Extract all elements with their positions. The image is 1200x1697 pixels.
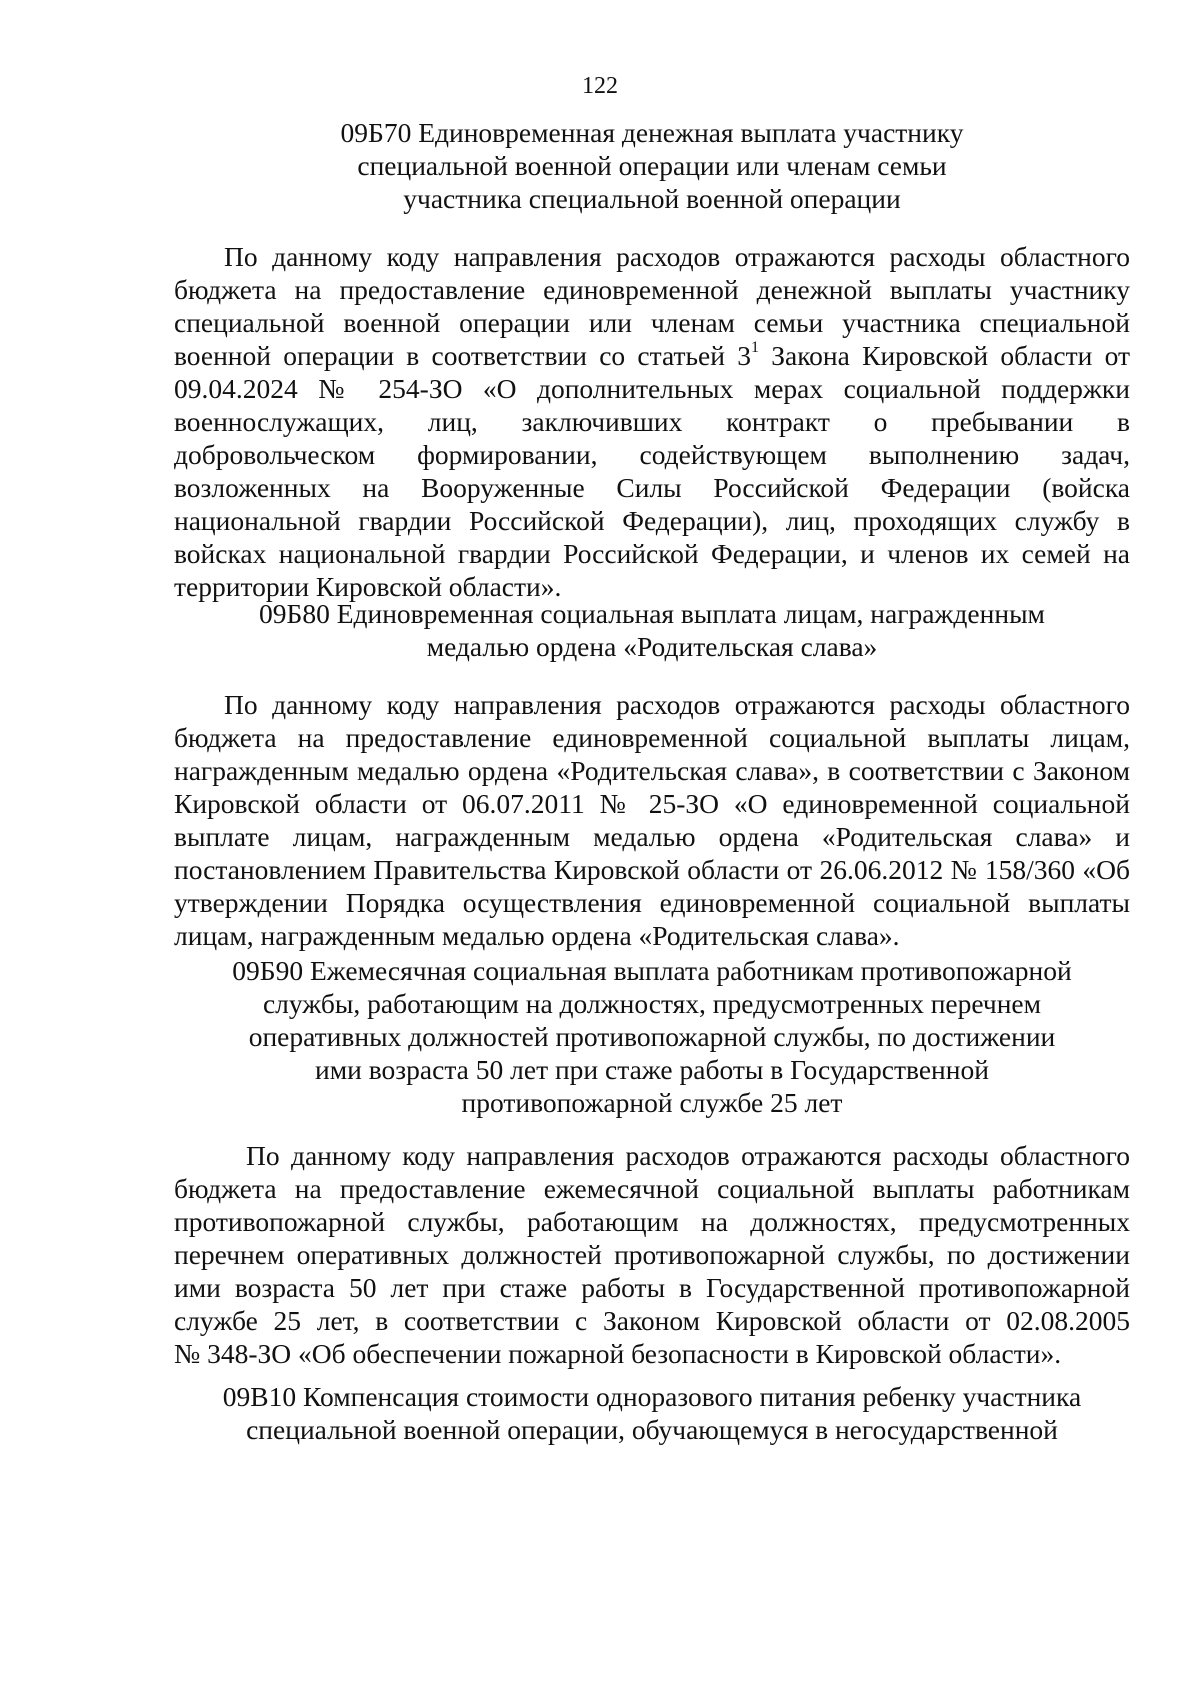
heading-line: специальной военной операции, обучающемуся в негосударственной [246, 1414, 1058, 1445]
heading-line: противопожарной службе 25 лет [461, 1087, 843, 1118]
section-09b80 [174, 597, 1130, 663]
paragraph-line: службе 25 лет, в соответствии с Законом Кировской области от 02.08.2005 [174, 1305, 1130, 1336]
section-paragraph [174, 240, 1130, 603]
paragraph-line: лицам, награжденным медалью ордена «Родительская слава». [174, 920, 900, 951]
section-09v10 [174, 1380, 1130, 1446]
superscript: 1 [750, 338, 759, 356]
paragraph-line: территории Кировской области». [174, 571, 562, 602]
section-paragraph [174, 1139, 1130, 1370]
section-heading [174, 597, 1130, 663]
section-heading [174, 954, 1130, 1119]
heading-line: 09Б90 Ежемесячная социальная выплата работникам противопожарной [232, 955, 1072, 986]
paragraph-line: По данному коду направления расходов отражаются расходы областного [224, 241, 1130, 272]
section-09b70 [174, 116, 1130, 215]
paragraph-line: награжденным медалью ордена «Родительская слава», в соответствии с Законом [174, 755, 1130, 786]
paragraph-line: выплате лицам, награжденным медалью ордена «Родительская слава» и [174, 821, 1130, 852]
paragraph-line: ими возраста 50 лет при стаже работы в Государственной противопожарной [174, 1272, 1130, 1303]
paragraph-line: бюджета на предоставление ежемесячной социальной выплаты работникам [174, 1173, 1130, 1204]
paragraph-line: № 348-ЗО «Об обеспечении пожарной безопасности в Кировской области». [174, 1338, 1062, 1369]
heading-line: ими возраста 50 лет при стаже работы в Государственной [315, 1054, 989, 1085]
heading-line: оперативных должностей противопожарной службы, по достижении [248, 1021, 1056, 1052]
paragraph-line: войсках национальной гвардии Российской Федерации, и членов их семей на [174, 538, 1130, 569]
heading-line: 09Б80 Единовременная социальная выплата лицам, награжденным [259, 598, 1045, 629]
section-09b90 [174, 954, 1130, 1119]
paragraph-line: Кировской области от 06.07.2011 № 25-ЗО «О единовременной социальной [174, 788, 1130, 819]
paragraph-line: специальной военной операции или членам семьи участника специальной [174, 307, 1130, 338]
section-09b90-body [174, 1139, 1130, 1370]
section-paragraph [174, 688, 1130, 952]
page-number: 122 [582, 73, 618, 99]
section-09b80-body [174, 688, 1130, 952]
heading-line: участника специальной военной операции [403, 183, 901, 214]
heading-line: специальной военной операции или членам семьи [357, 150, 947, 181]
paragraph-line: добровольческом формировании, содействующем выполнению задач, [174, 439, 1130, 470]
paragraph-line: возложенных на Вооруженные Силы Российской Федерации (войска [174, 472, 1130, 503]
heading-line: 09В10 Компенсация стоимости одноразового питания ребенку участника [222, 1381, 1082, 1412]
paragraph-line: перечнем оперативных должностей противопожарной службы, по достижении [174, 1239, 1130, 1270]
paragraph-line: военнослужащих, лиц, заключивших контракт о пребывании в [174, 406, 1130, 437]
paragraph-line: 09.04.2024 № 254-ЗО «О дополнительных мерах социальной поддержки [174, 373, 1130, 404]
paragraph-line: национальной гвардии Российской Федерации), лиц, проходящих службу в [174, 505, 1130, 536]
paragraph-line: постановлением Правительства Кировской области от 26.06.2012 № 158/360 «Об [174, 854, 1130, 885]
paragraph-line-part: военной операции в соответствии со статьей 3 [174, 340, 751, 371]
section-heading [174, 1380, 1130, 1446]
heading-line: медалью ордена «Родительская слава» [426, 631, 878, 662]
section-heading [174, 116, 1130, 215]
paragraph-line-part: Закона Кировской области от [758, 340, 1130, 371]
paragraph-line: бюджета на предоставление единовременной денежной выплаты участнику [174, 274, 1130, 305]
paragraph-line-with-superscript [174, 339, 1130, 372]
heading-line: службы, работающим на должностях, предусмотренных перечнем [262, 988, 1042, 1019]
section-09b70-body [174, 240, 1130, 603]
paragraph-line: По данному коду направления расходов отражаются расходы областного [246, 1140, 1130, 1171]
paragraph-line: противопожарной службы, работающим на должностях, предусмотренных [174, 1206, 1130, 1237]
paragraph-line: По данному коду направления расходов отражаются расходы областного [224, 689, 1130, 720]
paragraph-line: утверждении Порядка осуществления единовременной социальной выплаты [174, 887, 1130, 918]
paragraph-line: бюджета на предоставление единовременной социальной выплаты лицам, [174, 722, 1130, 753]
heading-line: 09Б70 Единовременная денежная выплата участнику [340, 117, 964, 148]
